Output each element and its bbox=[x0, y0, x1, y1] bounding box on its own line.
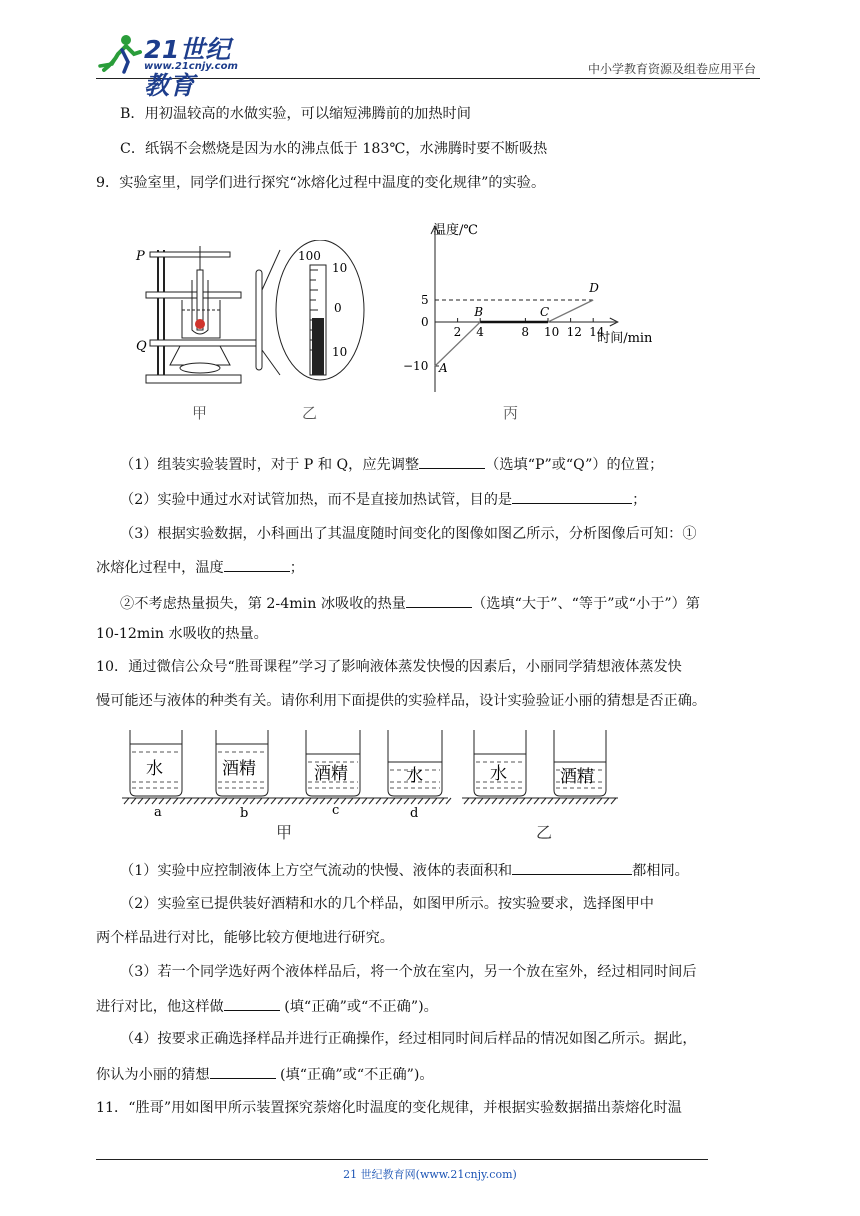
answer-blank[interactable] bbox=[224, 995, 280, 1011]
question-9: 9．实验室里，同学们进行探究“冰熔化过程中温度的变化规律”的实验。 bbox=[96, 175, 546, 191]
x-tick-label: 8 bbox=[521, 325, 530, 339]
point-label-c: C bbox=[540, 305, 550, 319]
beaker-c-liquid: 酒精 bbox=[314, 764, 348, 784]
caption-yi-10: 乙 bbox=[536, 823, 553, 842]
beaker-a-liquid: 水 bbox=[146, 759, 163, 779]
beaker-label-b: b bbox=[240, 806, 249, 821]
temperature-chart bbox=[395, 218, 685, 423]
y-axis-label: 温度/℃ bbox=[433, 223, 478, 238]
thermo-label-10-bottom: 10 bbox=[332, 345, 348, 359]
beaker-label-d: d bbox=[410, 806, 419, 821]
question-11: 11．“胜哥”用如图甲所示装置探究萘熔化时温度的变化规律，并根据实验数据描出萘熔化时温 bbox=[96, 1100, 682, 1116]
q9-part3: （3）根据实验数据，小科画出了其温度随时间变化的图像如图乙所示，分析图像后可知：① bbox=[120, 526, 697, 542]
logo-title: 21世纪教育 bbox=[144, 35, 231, 100]
thermo-label-100: 100 bbox=[298, 249, 321, 263]
q9-part3-cont: 冰熔化过程中，温度 ； bbox=[96, 556, 304, 578]
logo-url: www.21cnjy.com bbox=[144, 61, 238, 72]
page-footer: 21 世纪教育网(www.21cnjy.com) bbox=[343, 1168, 517, 1181]
option-b: B．用初温较高的水做实验，可以缩短沸腾前的加热时间 bbox=[120, 106, 471, 122]
answer-blank[interactable] bbox=[210, 1063, 276, 1079]
header-right-text: 中小学教育资源及组卷应用平台 bbox=[587, 62, 756, 76]
runner-logo-icon bbox=[96, 32, 142, 76]
point-label-b: B bbox=[474, 305, 484, 319]
q9-part2: （2）实验中通过水对试管加热，而不是直接加热试管，目的是 ； bbox=[120, 488, 646, 510]
q9-part4: ②不考虑热量损失，第 2-4min 冰吸收的热量 （选填“大于”、“等于”或“小于”）第 bbox=[120, 592, 700, 614]
label-p: P bbox=[136, 249, 145, 264]
q10-part3-cont: 进行对比，他这样做 (填“正确”或“不正确”)。 bbox=[96, 995, 438, 1017]
answer-blank[interactable] bbox=[406, 592, 472, 608]
thermo-label-10-top: 10 bbox=[332, 261, 348, 275]
label-q: Q bbox=[136, 339, 147, 354]
beaker-label-a: a bbox=[154, 805, 162, 820]
q10-part4-cont: 你认为小丽的猜想 (填“正确”或“不正确”)。 bbox=[96, 1063, 434, 1085]
q9-part1: （1）组装实验装置时，对于 P 和 Q，应先调整 （选填“P”或“Q”）的位置； bbox=[120, 453, 663, 475]
question-10: 10．通过微信公众号“胜哥课程”学习了影响液体蒸发快慢的因素后，小丽同学猜想液体蒸发快 bbox=[96, 659, 682, 675]
footer-divider bbox=[96, 1159, 708, 1160]
thermo-label-0: 0 bbox=[334, 301, 342, 315]
q10-part1: （1）实验中应控制液体上方空气流动的快慢、液体的表面积和 都相同。 bbox=[120, 859, 689, 881]
question-10-cont: 慢可能还与液体的种类有关。请你利用下面提供的实验样品，设计实验验证小丽的猜想是否正确。 bbox=[96, 693, 707, 709]
option-c: C．纸锅不会燃烧是因为水的沸点低于 183℃，水沸腾时要不断吸热 bbox=[120, 141, 548, 157]
point-label-a: A bbox=[439, 361, 448, 375]
site-logo bbox=[96, 32, 256, 100]
page-header bbox=[96, 30, 760, 100]
answer-blank[interactable] bbox=[224, 556, 290, 572]
caption-yi: 乙 bbox=[302, 404, 318, 422]
q10-part3: （3）若一个同学选好两个液体样品后，将一个放在室内，另一个放在室外，经过相同时间后 bbox=[120, 964, 697, 980]
q10-part4: （4）按要求正确选择样品并进行正确操作，经过相同时间后样品的情况如图乙所示。据此， bbox=[120, 1031, 697, 1047]
origin-label: 0 bbox=[421, 315, 429, 329]
caption-jia-10: 甲 bbox=[276, 823, 293, 842]
x-tick-label: 2 bbox=[453, 325, 462, 339]
beaker-label-c: c bbox=[332, 803, 340, 818]
answer-blank[interactable] bbox=[512, 488, 632, 504]
y-tick-label: −10 bbox=[403, 359, 429, 373]
x-axis-label: 时间/min bbox=[597, 331, 653, 346]
x-tick-label: 10 bbox=[544, 325, 560, 339]
beaker-d-liquid: 水 bbox=[406, 766, 423, 786]
caption-bing: 丙 bbox=[503, 404, 519, 422]
caption-jia: 甲 bbox=[192, 404, 208, 422]
q9-apparatus-figure bbox=[130, 240, 380, 425]
q9-part4-cont: 10-12min 水吸收的热量。 bbox=[96, 626, 268, 642]
q10-beakers-figure bbox=[118, 724, 628, 846]
x-tick-label: 12 bbox=[566, 325, 582, 339]
y-tick-label: 5 bbox=[421, 293, 429, 307]
q10-part2: （2）实验室已提供装好酒精和水的几个样品，如图甲所示。按实验要求，选择图甲中 bbox=[120, 896, 654, 912]
beaker-yi1-liquid: 水 bbox=[490, 764, 507, 784]
beaker-b-liquid: 酒精 bbox=[222, 759, 256, 779]
answer-blank[interactable] bbox=[512, 859, 632, 875]
q10-part2-cont: 两个样品进行对比，能够比较方便地进行研究。 bbox=[96, 930, 394, 946]
point-label-d: D bbox=[589, 281, 599, 295]
x-tick-label: 14 bbox=[589, 325, 605, 339]
beaker-yi2-liquid: 酒精 bbox=[560, 767, 594, 787]
x-tick-label: 4 bbox=[476, 325, 484, 339]
answer-blank[interactable] bbox=[419, 453, 485, 469]
